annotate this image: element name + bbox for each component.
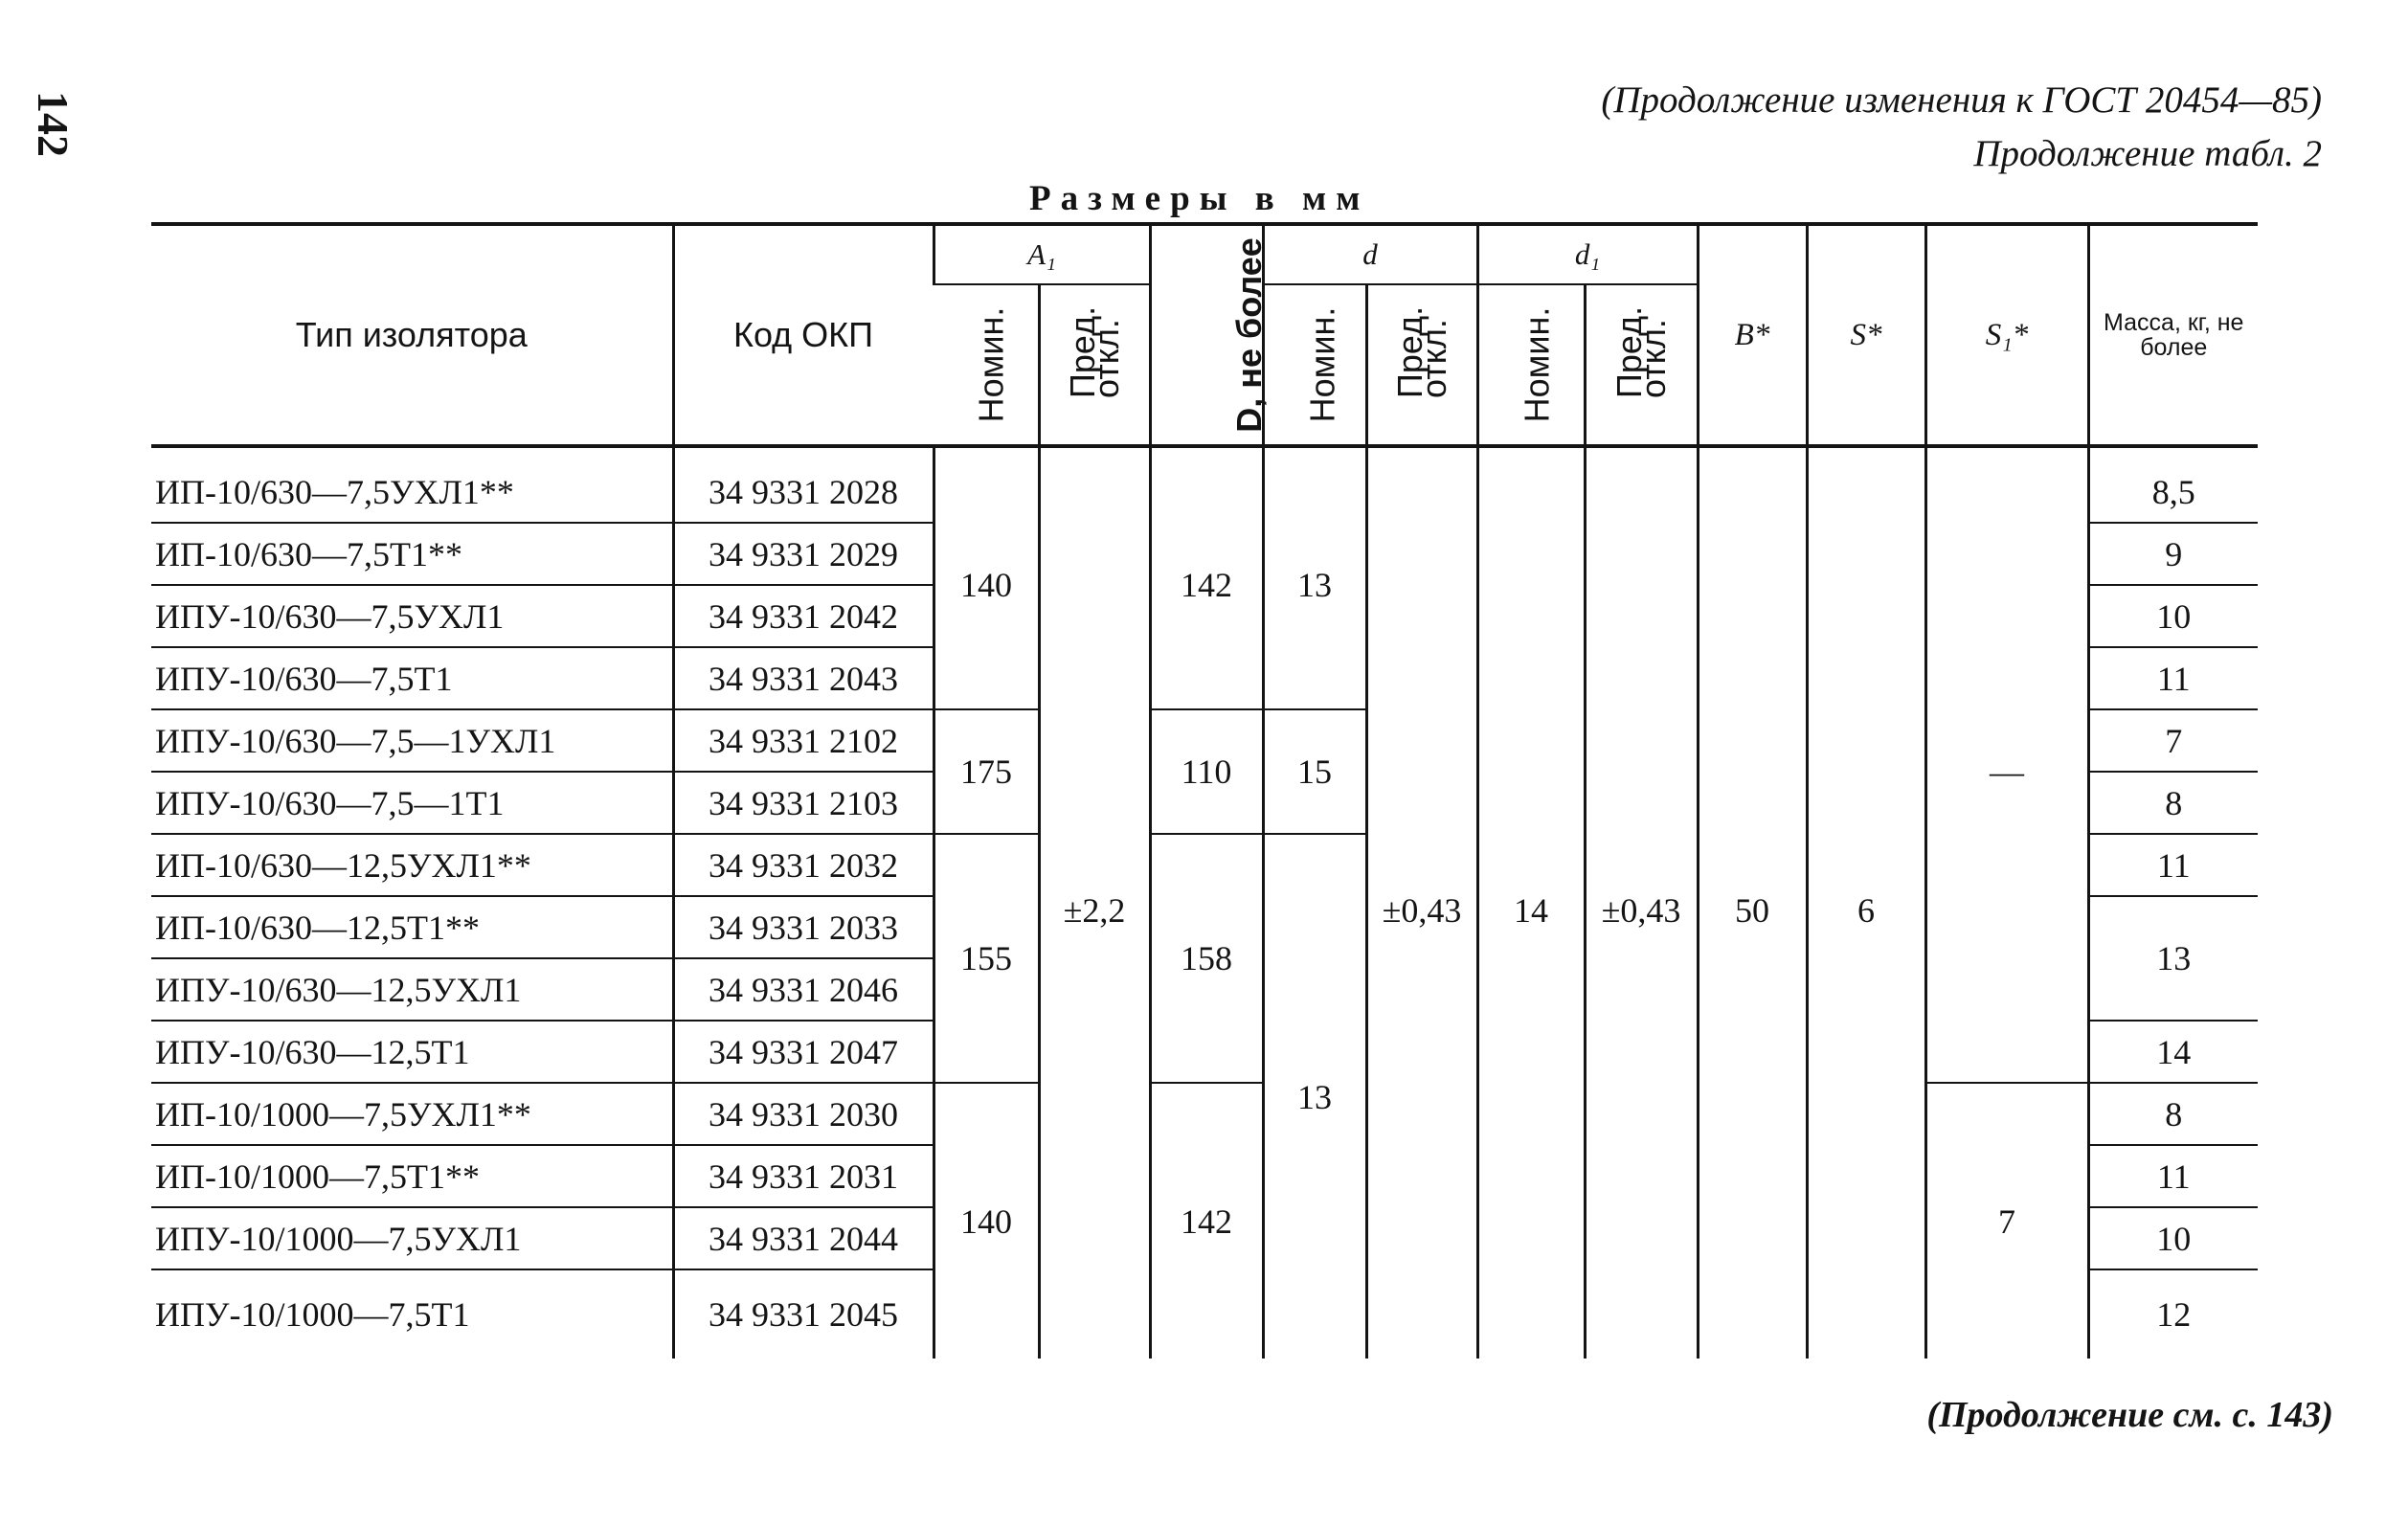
d-nom-cell: 13 — [1263, 461, 1366, 709]
a1-nom-cell: 155 — [934, 834, 1039, 1083]
code-cell: 34 9331 2043 — [673, 647, 934, 709]
a1-nom-cell: 140 — [934, 461, 1039, 709]
a1-nom-cell: 140 — [934, 1083, 1039, 1359]
type-cell: ИПУ-10/630—7,5—1УХЛ1 — [151, 709, 673, 772]
s1-cell: — — [1925, 461, 2088, 1083]
code-cell: 34 9331 2028 — [673, 461, 934, 523]
d1-dev-header: Пред. откл. — [1585, 284, 1698, 446]
d-nom-cell: 15 — [1263, 709, 1366, 834]
dmax-cell: 142 — [1150, 461, 1263, 709]
dmax-cell: 142 — [1150, 1083, 1263, 1359]
code-cell: 34 9331 2045 — [673, 1269, 934, 1359]
col-s-header: S* — [1807, 224, 1925, 446]
d1-nom-cell: 14 — [1477, 461, 1585, 1359]
mass-cell: 8,5 — [2088, 461, 2258, 523]
mass-cell: 13 — [2088, 896, 2258, 1021]
type-cell: ИП-10/630—12,5УХЛ1** — [151, 834, 673, 896]
col-dmax-header: D, не более — [1150, 224, 1263, 446]
b-cell: 50 — [1698, 461, 1807, 1359]
mass-cell: 8 — [2088, 1083, 2258, 1145]
type-cell: ИП-10/630—7,5УХЛ1** — [151, 461, 673, 523]
continuation-header: (Продолжение изменения к ГОСТ 20454—85) — [1601, 79, 2322, 121]
code-cell: 34 9331 2102 — [673, 709, 934, 772]
code-cell: 34 9331 2029 — [673, 523, 934, 585]
insulator-dimensions-table — [151, 222, 2258, 1359]
code-cell: 34 9331 2030 — [673, 1083, 934, 1145]
d-dev-header: Пред. откл. — [1366, 284, 1477, 446]
mass-cell: 9 — [2088, 523, 2258, 585]
a1-dev-cell: ±2,2 — [1039, 461, 1150, 1359]
code-cell: 34 9331 2047 — [673, 1021, 934, 1083]
type-cell: ИПУ-10/1000—7,5Т1 — [155, 1295, 470, 1334]
code-cell: 34 9331 2032 — [673, 834, 934, 896]
mass-cell: 10 — [2088, 1207, 2258, 1269]
d-dev-cell: ±0,43 — [1366, 461, 1477, 1359]
s-cell: 6 — [1807, 461, 1925, 1359]
table-continuation-label: Продолжение табл. 2 — [1973, 133, 2322, 174]
mass-cell: 11 — [2088, 1145, 2258, 1207]
type-cell: ИП-10/630—12,5Т1** — [151, 896, 673, 958]
type-cell: ИП-10/1000—7,5Т1** — [151, 1145, 673, 1207]
mass-cell: 11 — [2088, 647, 2258, 709]
page-number: 142 — [29, 91, 78, 157]
s1-cell: 7 — [1925, 1083, 2088, 1359]
code-cell: 34 9331 2046 — [673, 958, 934, 1021]
col-d-header: d — [1263, 224, 1477, 284]
type-cell: ИПУ-10/630—12,5Т1 — [151, 1021, 673, 1083]
type-cell: ИПУ-10/1000—7,5УХЛ1 — [151, 1207, 673, 1269]
col-d1-header: d₁ — [1477, 224, 1698, 284]
type-cell: ИП-10/1000—7,5УХЛ1** — [151, 1083, 673, 1145]
mass-cell: 10 — [2088, 585, 2258, 647]
continuation-footer: (Продолжение см. с. 143) — [1926, 1395, 2333, 1435]
mass-cell: 14 — [2088, 1021, 2258, 1083]
col-type-header: Тип изолятора — [151, 224, 673, 446]
a1-nom-cell: 175 — [934, 709, 1039, 834]
code-cell: 34 9331 2103 — [673, 772, 934, 834]
type-cell: ИПУ-10/630—7,5Т1 — [151, 647, 673, 709]
type-cell: ИПУ-10/630—7,5—1Т1 — [151, 772, 673, 834]
a1-nom-header: Номин. — [934, 284, 1039, 446]
mass-cell: 11 — [2088, 834, 2258, 896]
a1-dev-header: Пред. откл. — [1039, 284, 1150, 446]
col-s1-header: S₁* — [1925, 224, 2088, 446]
d-nom-header: Номин. — [1263, 284, 1366, 446]
d1-dev-cell: ±0,43 — [1585, 461, 1698, 1359]
table-row — [151, 1083, 2258, 1145]
table-row — [151, 461, 2258, 523]
table-caption: Размеры в мм — [1029, 179, 1370, 218]
mass-cell: 12 — [2088, 1269, 2258, 1359]
code-cell: 34 9331 2033 — [673, 896, 934, 958]
col-mass-header: Масса, кг, не более — [2088, 224, 2258, 446]
type-cell: ИП-10/630—7,5Т1** — [151, 523, 673, 585]
col-b-header: B* — [1698, 224, 1807, 446]
dmax-cell: 110 — [1150, 709, 1263, 834]
mass-cell: 7 — [2088, 709, 2258, 772]
col-code-header: Код ОКП — [673, 224, 934, 446]
d-nom-cell: 13 — [1263, 834, 1366, 1359]
code-cell: 34 9331 2042 — [673, 585, 934, 647]
type-cell: ИПУ-10/630—7,5УХЛ1 — [151, 585, 673, 647]
code-cell: 34 9331 2031 — [673, 1145, 934, 1207]
col-a1-header: A₁ — [934, 224, 1150, 284]
code-cell: 34 9331 2044 — [673, 1207, 934, 1269]
type-cell: ИПУ-10/630—12,5УХЛ1 — [151, 958, 673, 1021]
d1-nom-header: Номин. — [1477, 284, 1585, 446]
dmax-cell: 158 — [1150, 834, 1263, 1083]
mass-cell: 8 — [2088, 772, 2258, 834]
